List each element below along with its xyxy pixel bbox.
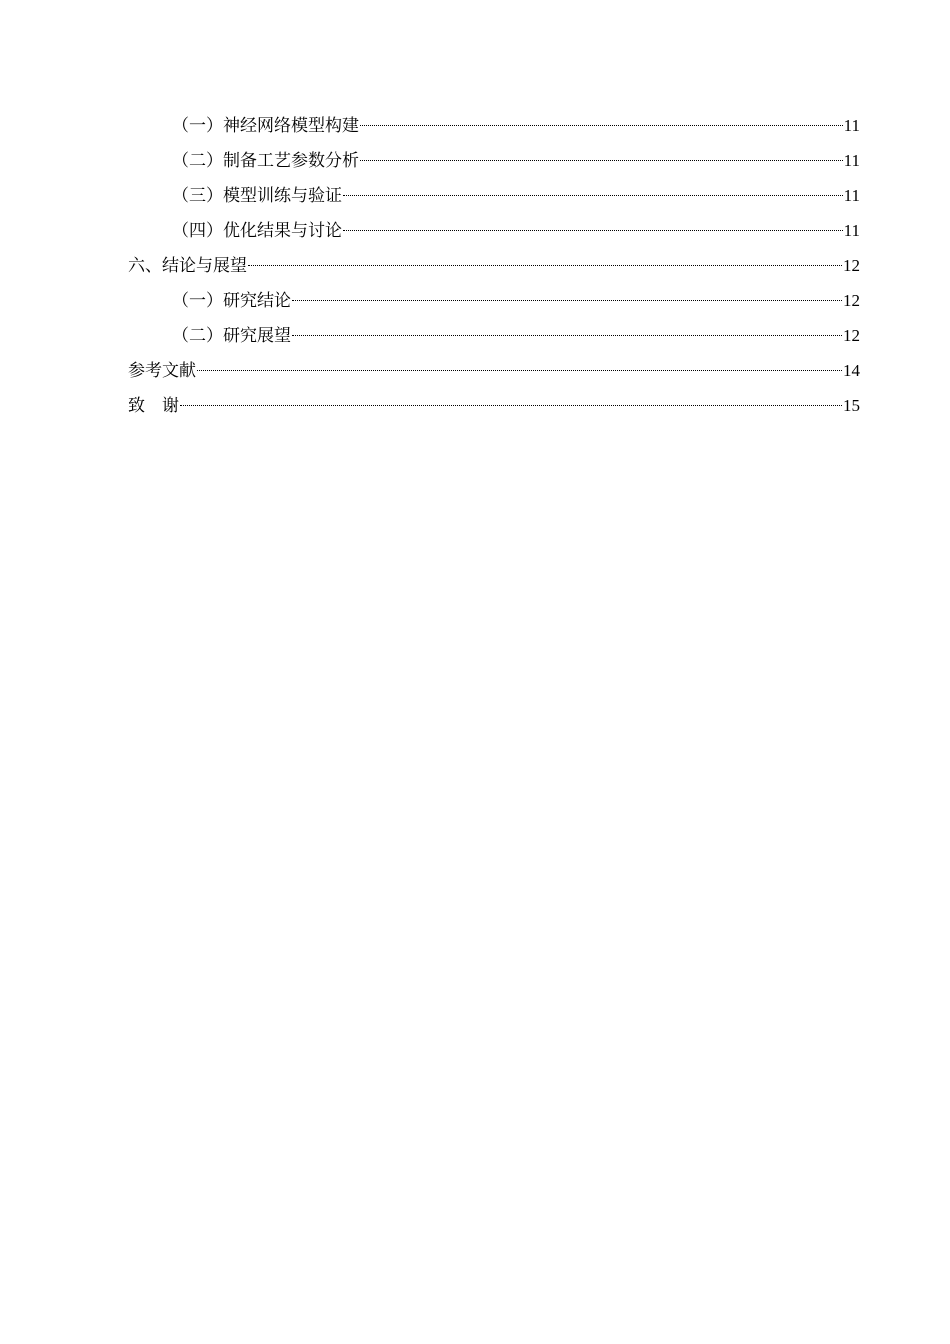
toc-dot-leader	[343, 230, 843, 231]
toc-entry[interactable]	[128, 248, 860, 283]
toc-dot-leader	[292, 300, 842, 301]
toc-dot-leader	[197, 370, 842, 371]
toc-dot-leader	[292, 335, 842, 336]
toc-entry-page: 14	[843, 361, 860, 380]
toc-entry[interactable]	[128, 353, 860, 388]
toc-entry-title: 六、结论与展望	[128, 256, 247, 276]
toc-entry-title: （四）优化结果与讨论	[172, 221, 342, 241]
toc-dot-leader	[343, 195, 843, 196]
toc-entry[interactable]	[128, 143, 860, 178]
toc-entry[interactable]	[128, 213, 860, 248]
toc-entry-title: （三）模型训练与验证	[172, 186, 342, 206]
toc-entry-page: 12	[843, 256, 860, 275]
toc-entry-title: 致 谢	[128, 396, 179, 416]
toc-entry-page: 12	[843, 291, 860, 310]
toc-entry[interactable]	[128, 283, 860, 318]
toc-entry-title: 参考文献	[128, 361, 196, 381]
toc-entry-page: 12	[843, 326, 860, 345]
toc-entry-title: （二）制备工艺参数分析	[172, 151, 359, 171]
toc-entry-page: 11	[843, 221, 860, 240]
toc-entry-title: （一）研究结论	[172, 291, 291, 311]
toc-entry[interactable]	[128, 388, 860, 423]
toc-dot-leader	[180, 405, 842, 406]
toc-entry[interactable]	[128, 178, 860, 213]
table-of-contents	[128, 108, 860, 423]
toc-dot-leader	[360, 125, 843, 126]
toc-entry[interactable]	[128, 318, 860, 353]
toc-entry-page: 11	[843, 186, 860, 205]
toc-entry-title: （一）神经网络模型构建	[172, 116, 359, 136]
toc-entry-page: 11	[843, 151, 860, 170]
toc-dot-leader	[360, 160, 843, 161]
toc-entry-title: （二）研究展望	[172, 326, 291, 346]
toc-entry-page: 15	[843, 396, 860, 415]
toc-entry-page: 11	[843, 116, 860, 135]
toc-entry[interactable]	[128, 108, 860, 143]
toc-dot-leader	[248, 265, 842, 266]
